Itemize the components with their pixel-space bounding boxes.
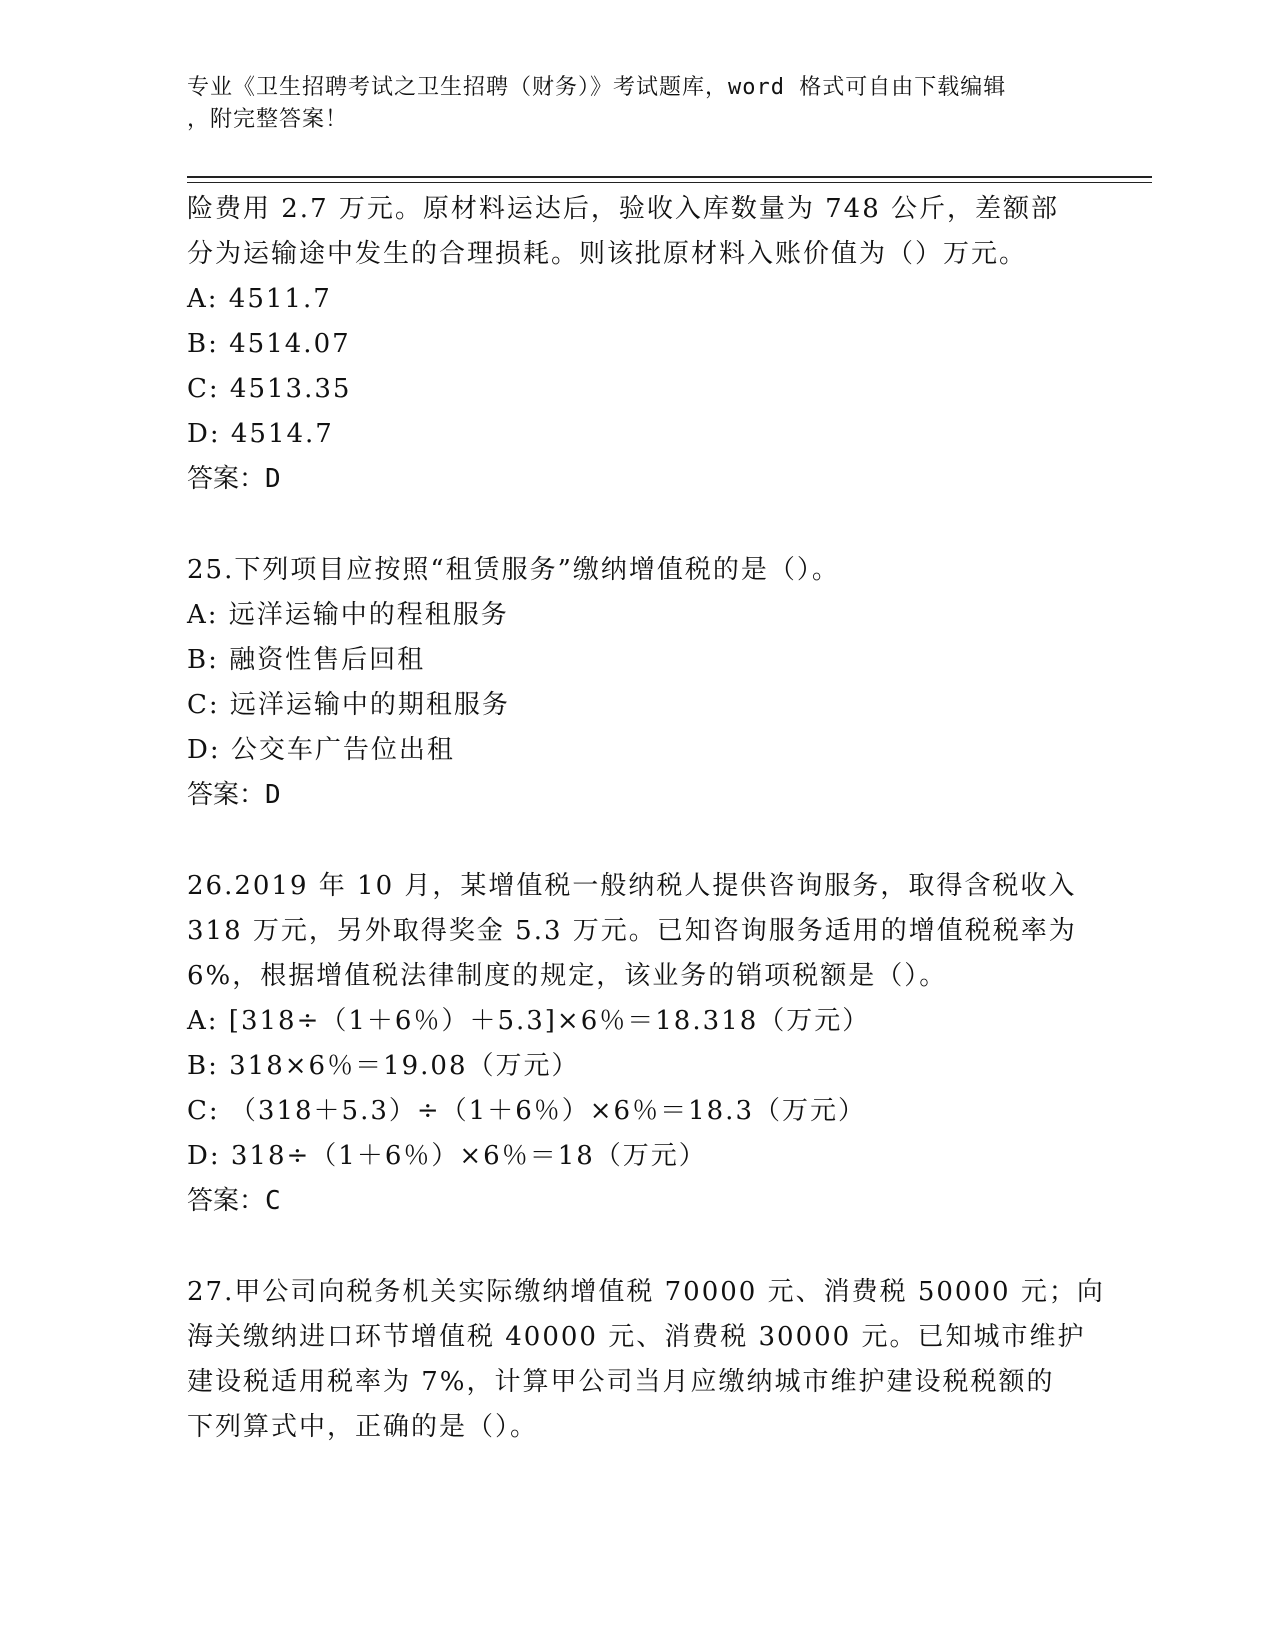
question-stem-line: 318 万元，另外取得奖金 5.3 万元。已知咨询服务适用的增值税税率为 [187, 916, 1077, 946]
option-d: D: 318÷（1＋6％）×6％＝18（万元） [187, 1141, 707, 1171]
question-stem-line: 海关缴纳进口环节增值税 40000 元、消费税 30000 元。已知城市维护 [187, 1322, 1086, 1352]
option-b: B: 4514.07 [187, 329, 351, 359]
option-c: C: 4513.35 [187, 374, 352, 404]
option-d: D: 公交车广告位出租 [187, 735, 455, 765]
question-26 [187, 864, 1087, 1224]
option-b: B: 318×6％＝19.08（万元） [187, 1051, 580, 1081]
option-a: A: [318÷（1＋6％）＋5.3]×6％＝18.318（万元） [187, 1006, 871, 1036]
option-b: B: 融资性售后回租 [187, 645, 426, 675]
question-content [187, 187, 1105, 1450]
header-divider-thick [187, 176, 1152, 178]
header-divider-thin [187, 182, 1152, 183]
answer-line: 答案：D [187, 780, 281, 810]
header-title-line-2: ，附完整答案！ [187, 107, 349, 132]
question-stem-line: 建设税适用税率为 7%，计算甲公司当月应缴纳城市维护建设税税额的 [187, 1367, 1055, 1397]
question-stem-line: 下列算式中，正确的是（）。 [187, 1412, 539, 1442]
question-27 [187, 1270, 1105, 1450]
question-stem-line: 险费用 2.7 万元。原材料运达后，验收入库数量为 748 公斤，差额部 [187, 194, 1060, 224]
page-header [187, 72, 1067, 136]
option-c: C: （318＋5.3）÷（1＋6％）×6％＝18.3（万元） [187, 1096, 866, 1126]
answer-line: 答案：C [187, 1186, 281, 1216]
question-stem-line: 6%，根据增值税法律制度的规定，该业务的销项税额是（）。 [187, 961, 948, 991]
question-stem-line: 27.甲公司向税务机关实际缴纳增值税 70000 元、消费税 50000 元；向 [187, 1277, 1105, 1307]
question-stem-line: 25.下列项目应按照“租赁服务”缴纳增值税的是（）。 [187, 555, 840, 585]
answer-line: 答案：D [187, 464, 281, 494]
question-24 [187, 187, 1087, 502]
question-25 [187, 548, 1087, 818]
header-title-line-1: 专业《卫生招聘考试之卫生招聘（财务）》考试题库，word 格式可自由下载编辑 [187, 75, 1007, 100]
option-a: A: 4511.7 [187, 284, 332, 314]
question-stem-line: 分为运输途中发生的合理损耗。则该批原材料入账价值为（）万元。 [187, 239, 1028, 269]
option-a: A: 远洋运输中的程租服务 [187, 600, 509, 630]
option-d: D: 4514.7 [187, 419, 334, 449]
option-c: C: 远洋运输中的期租服务 [187, 690, 510, 720]
question-stem-line: 26.2019 年 10 月，某增值税一般纳税人提供咨询服务，取得含税收入 [187, 871, 1077, 901]
